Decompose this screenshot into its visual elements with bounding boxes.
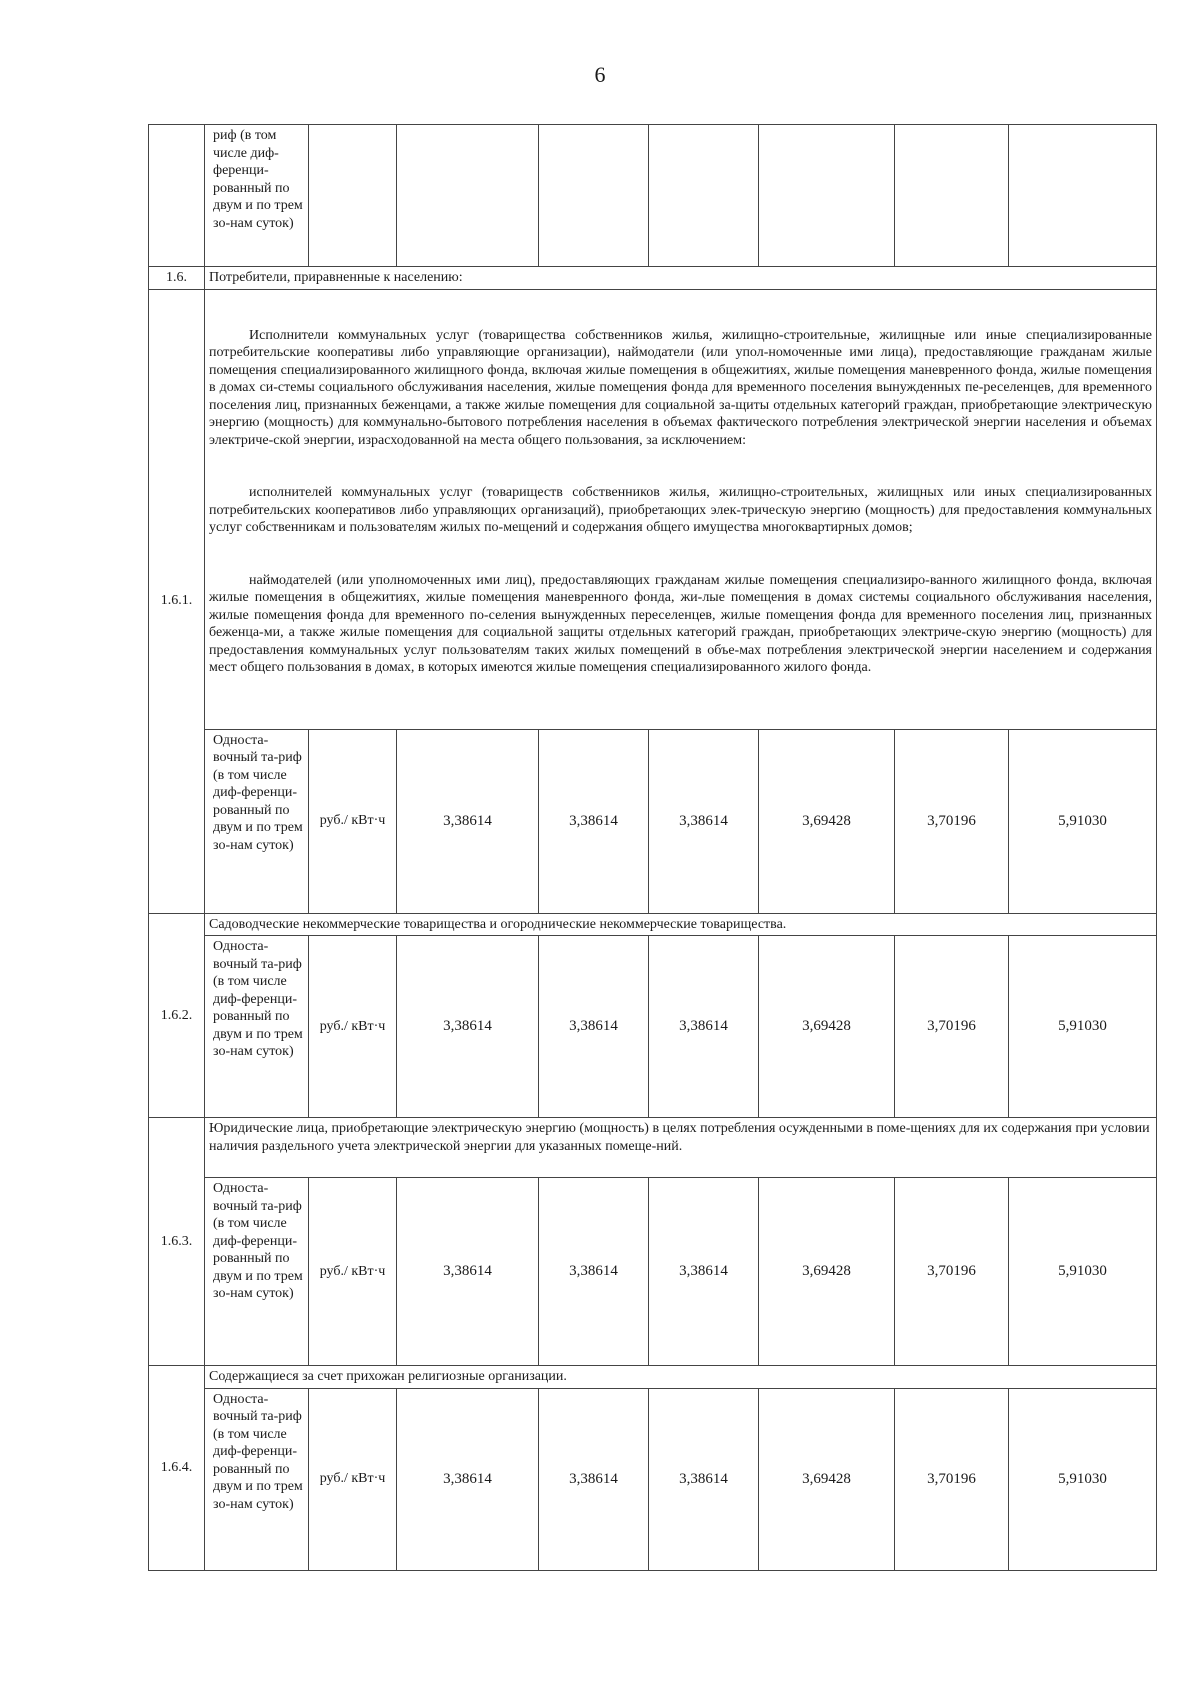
category-description (205, 289, 1157, 729)
value-cell: 3,38614 (397, 1178, 539, 1366)
row-number-cell (149, 125, 205, 267)
value-cell: 3,70196 (895, 1388, 1009, 1570)
value-cell (649, 125, 759, 267)
tariff-row (149, 1388, 1157, 1570)
row-number: 1.6.3. (149, 1118, 205, 1366)
value-cell: 3,38614 (649, 1388, 759, 1570)
section-row (149, 913, 1157, 936)
section-row (149, 1118, 1157, 1178)
value-cell: 3,38614 (649, 936, 759, 1118)
value-cell: 3,38614 (539, 729, 649, 913)
section-row (149, 267, 1157, 290)
value-cell: 3,70196 (895, 729, 1009, 913)
value-cell: 3,70196 (895, 1178, 1009, 1366)
row-number: 1.6.1. (149, 289, 205, 913)
value-cell: 3,69428 (759, 729, 895, 913)
tariff-name-cell: риф (в том числе диф-ференци-рованный по двум и по трем зо-нам суток) (205, 125, 309, 267)
tariff-name-cell: Односта-вочный та-риф (в том числе диф-ференци-рованный по двум и по трем зо-нам суток) (205, 1178, 309, 1366)
value-cell: 3,38614 (397, 729, 539, 913)
description-paragraph: исполнителей коммунальных услуг (товариществ собственников жилья, жилищно-строительных, жилищных или иных специализированных потребительских кооперативов либо управляющих организаций), приобретающих элек-трическую энергию (мощность) для предоставления коммунальных услуг собственникам и пользователям жилых по-мещений и содержания общего имущества многоквартирных домов; (209, 485, 1156, 535)
value-cell (397, 125, 539, 267)
tariff-name-cell: Односта-вочный та-риф (в том числе диф-ференци-рованный по двум и по трем зо-нам суток) (205, 936, 309, 1118)
value-cell: 3,69428 (759, 1388, 895, 1570)
unit-cell (309, 125, 397, 267)
value-cell (895, 125, 1009, 267)
value-cell: 3,38614 (539, 1388, 649, 1570)
section-title: Потребители, приравненные к населению: (205, 267, 1157, 290)
value-cell: 3,38614 (397, 1388, 539, 1570)
value-cell: 3,38614 (539, 936, 649, 1118)
tariff-table (148, 124, 1157, 1571)
section-title: Садоводческие некоммерческие товарищества и огороднические некоммерческие товарищества. (205, 913, 1157, 936)
value-cell: 5,91030 (1009, 1178, 1157, 1366)
description-paragraph: Исполнители коммунальных услуг (товарищества собственников жилья, жилищно-строительные, жилищные или иные специализированные потребительские кооперативы либо управляющие организации), наймодатели (или упол-номоченные ими лица), предоставляющие гражданам жилые помещения специализированного жилищного фонда, включая жилые помещения в общежитиях, жилые помещения маневренного фонда, жилые помещения в домах си-стемы социального обслуживания населения, жилые помещения фонда для временного поселения вынужденных пе-реселенцев, для временного поселения лиц, признанных беженцами, а также жилые помещения для социальной за-щиты отдельных категорий граждан, приобретающие электрическую энергию (мощность) для коммунально-бытового потребления населения в объемах фактического потребления электрической энергии населения и объемах электриче-ской энергии, израсходованной на места общего пользования, за исключением: (209, 327, 1156, 448)
section-title: Юридические лица, приобретающие электрическую энергию (мощность) в целях потребления осужденными в поме-щениях для их содержания при условии наличия раздельного учета электрической энергии для указанных помеще-ний. (205, 1118, 1157, 1178)
row-number: 1.6. (149, 267, 205, 290)
value-cell: 3,69428 (759, 936, 895, 1118)
unit-cell: руб./ кВт·ч (309, 1388, 397, 1570)
unit-cell: руб./ кВт·ч (309, 936, 397, 1118)
section-title: Содержащиеся за счет прихожан религиозные организации. (205, 1366, 1157, 1389)
value-cell: 3,38614 (539, 1178, 649, 1366)
unit-cell: руб./ кВт·ч (309, 1178, 397, 1366)
tariff-name-cell: Односта-вочный та-риф (в том числе диф-ференци-рованный по двум и по трем зо-нам суток) (205, 729, 309, 913)
description-paragraph: наймодателей (или уполномоченных ими лиц), предоставляющих гражданам жилые помещения специализиро-ванного жилищного фонда, включая жилые помещения в общежитиях, жилые помещения маневренного фонда, жи-лые помещения в домах системы социального обслуживания населения, жилые помещения фонда для временного по-селения вынужденных переселенцев, жилые помещения фонда для временного поселения лиц, признанных беженца-ми, а также жилые помещения для социальной защиты отдельных категорий граждан, приобретающих электриче-скую энергию (мощность) для предоставления коммунальных услуг пользователям таких жилых помещений в объе-мах потребления электрической энергии населением и содержания мест общего пользования в домах, в которых имеются жилые помещения специализированного жилого фонда. (209, 572, 1156, 675)
value-cell (1009, 125, 1157, 267)
value-cell (759, 125, 895, 267)
section-row (149, 1366, 1157, 1389)
table-row (149, 289, 1157, 729)
value-cell (539, 125, 649, 267)
value-cell: 3,70196 (895, 936, 1009, 1118)
value-cell: 5,91030 (1009, 1388, 1157, 1570)
tariff-row (149, 936, 1157, 1118)
value-cell: 5,91030 (1009, 936, 1157, 1118)
value-cell: 3,38614 (649, 1178, 759, 1366)
row-number: 1.6.2. (149, 913, 205, 1118)
tariff-row (149, 1178, 1157, 1366)
value-cell: 5,91030 (1009, 729, 1157, 913)
row-number: 1.6.4. (149, 1366, 205, 1571)
page-number: 6 (594, 62, 606, 87)
unit-cell: руб./ кВт·ч (309, 729, 397, 913)
tariff-row (149, 729, 1157, 913)
value-cell: 3,38614 (649, 729, 759, 913)
tariff-name-cell: Односта-вочный та-риф (в том числе диф-ференци-рованный по двум и по трем зо-нам суток) (205, 1388, 309, 1570)
value-cell: 3,38614 (397, 936, 539, 1118)
value-cell: 3,69428 (759, 1178, 895, 1366)
table-row (149, 125, 1157, 267)
